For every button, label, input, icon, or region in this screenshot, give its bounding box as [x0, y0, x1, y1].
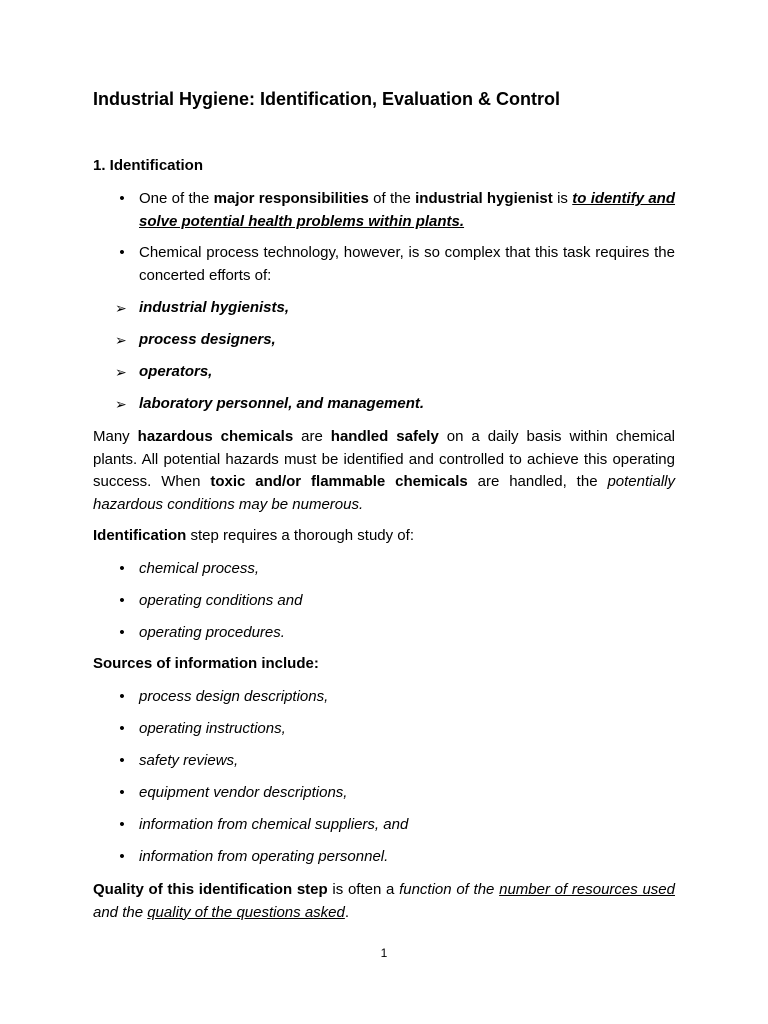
list-item — [93, 329, 675, 352]
list-item — [93, 393, 675, 416]
source-text: equipment vendor descriptions, — [139, 784, 348, 801]
list-item — [93, 686, 675, 709]
study-item-text: operating conditions and — [139, 592, 303, 609]
bullet-icon: • — [119, 244, 125, 261]
bullet-icon: • — [119, 816, 125, 833]
role-text: laboratory personnel, and management. — [139, 395, 425, 412]
bullet-icon: • — [119, 560, 125, 577]
source-text: information from operating personnel. — [139, 848, 389, 865]
list-item — [93, 361, 675, 384]
list-item — [93, 846, 675, 869]
list-item — [93, 590, 675, 613]
study-item-text: operating procedures. — [139, 624, 285, 641]
list-item — [93, 782, 675, 805]
list-item — [93, 297, 675, 320]
bullet-icon: • — [119, 720, 125, 737]
list-item — [93, 558, 675, 581]
list-item — [93, 750, 675, 773]
bullet-icon: • — [119, 848, 125, 865]
source-text: process design descriptions, — [139, 688, 329, 705]
bullet-icon: • — [119, 784, 125, 801]
list-item — [93, 622, 675, 645]
paragraph-quality: Quality of this identification step is often a function of the number of resources used and the quality of the questions asked. — [93, 881, 675, 921]
role-text: industrial hygienists, — [139, 299, 290, 316]
sources-heading: Sources of information include: — [93, 655, 319, 672]
source-text: safety reviews, — [139, 752, 239, 769]
source-text: operating instructions, — [139, 720, 286, 737]
paragraph-identification-step: Identification step requires a thorough study of: — [93, 527, 414, 544]
document-title: Industrial Hygiene: Identification, Evaluation & Control — [93, 89, 561, 109]
arrow-bullet-icon: ➢ — [115, 364, 127, 380]
list-item — [93, 242, 675, 287]
source-text: information from chemical suppliers, and — [139, 816, 409, 833]
bullet-icon: • — [119, 592, 125, 609]
arrow-bullet-icon: ➢ — [115, 332, 127, 348]
arrow-bullet-icon: ➢ — [115, 300, 127, 316]
list-item — [93, 718, 675, 741]
bullet-text: Chemical process technology, however, is so complex that this task requires the concerted efforts of: — [139, 244, 675, 284]
bullet-icon: • — [119, 688, 125, 705]
list-item — [93, 188, 675, 233]
study-item-text: chemical process, — [139, 560, 260, 577]
arrow-bullet-icon: ➢ — [115, 396, 127, 412]
bullet-icon: • — [119, 190, 125, 207]
role-text: process designers, — [139, 331, 276, 348]
paragraph-hazards: Many hazardous chemicals are handled safely on a daily basis within chemical plants. All potential hazards must be identified and controlled to achieve this operating success. When toxic and/or flammable chemicals are handled, the potentially hazardous conditions may be numerous. — [93, 428, 676, 513]
page-number: 1 — [380, 946, 388, 960]
bullet-text: One of the major responsibilities of the industrial hygienist is to identify and solve potential health problems within plants. — [139, 190, 676, 230]
bullet-icon: • — [119, 752, 125, 769]
list-item — [93, 814, 675, 837]
role-text: operators, — [139, 363, 213, 380]
section-heading: 1. Identification — [93, 157, 204, 174]
bullet-icon: • — [119, 624, 125, 641]
